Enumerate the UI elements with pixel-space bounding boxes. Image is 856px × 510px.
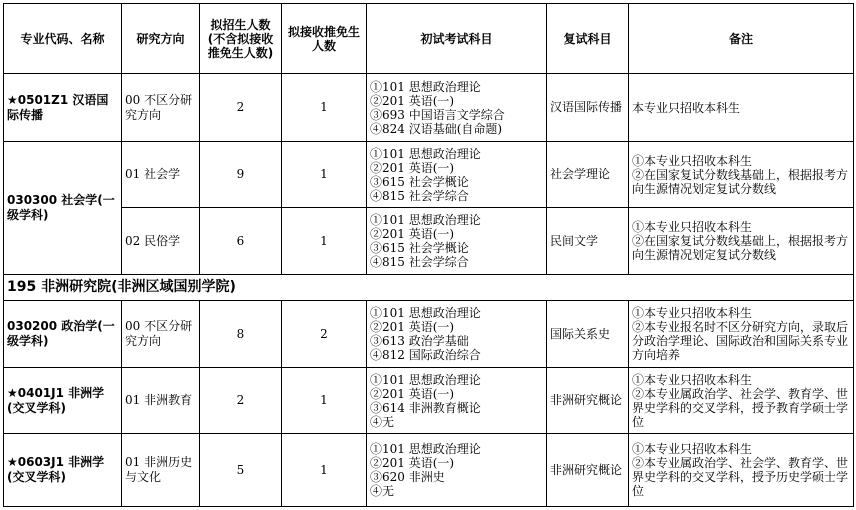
research-direction: 01 非洲教育 xyxy=(122,368,200,434)
planned-count: 5 xyxy=(200,434,282,507)
section-row xyxy=(4,275,854,301)
exempt-count: 1 xyxy=(282,74,367,142)
exam-subjects xyxy=(367,301,547,368)
exempt-count: 1 xyxy=(282,368,367,434)
research-direction: 00 不区分研究方向 xyxy=(122,74,200,142)
exam-subject: ②201 英语(一) xyxy=(370,227,455,241)
exam-subject: ③693 中国语言文学综合 xyxy=(370,107,505,122)
exempt-count: 1 xyxy=(282,208,367,275)
retest-subject: 民间文学 xyxy=(547,208,629,275)
exam-subject: ②201 英语(一) xyxy=(370,93,455,108)
table-row xyxy=(4,208,854,275)
header-retest: 复试科目 xyxy=(547,4,629,74)
planned-count: 9 xyxy=(200,142,282,208)
header-row xyxy=(4,4,854,74)
exam-subject: ③620 非洲史 xyxy=(370,470,445,484)
notes xyxy=(629,142,854,208)
retest-subject: 非洲研究概论 xyxy=(547,368,629,434)
note-item: ②本专业属政治学、社会学、教育学、世界史学科的交叉学科，授予历史学硕士学位 xyxy=(632,456,849,498)
table-row xyxy=(4,74,854,142)
note-item: ①本专业只招收本科生 xyxy=(632,220,753,234)
major-name: ★0501Z1 汉语国际传播 xyxy=(4,74,122,142)
major-name: 030200 政治学(一级学科) xyxy=(4,301,122,368)
exam-subject: ④无 xyxy=(370,414,395,429)
research-direction: 01 社会学 xyxy=(122,142,200,208)
exam-subject: ④824 汉语基础(自命题) xyxy=(370,121,503,136)
exam-subject: ④815 社会学综合 xyxy=(370,255,469,269)
planned-count: 2 xyxy=(200,74,282,142)
major-name: ★0401J1 非洲学(交叉学科) xyxy=(4,368,122,434)
notes xyxy=(629,368,854,434)
notes xyxy=(629,434,854,507)
note-item: ①本专业只招收本科生 xyxy=(632,372,753,387)
retest-subject: 汉语国际传播 xyxy=(547,74,629,142)
note-item: ①本专业只招收本科生 xyxy=(632,442,753,456)
research-direction: 02 民俗学 xyxy=(122,208,200,275)
header-notes: 备注 xyxy=(629,4,854,74)
exam-subjects xyxy=(367,208,547,275)
retest-subject: 国际关系史 xyxy=(547,301,629,368)
exempt-count: 1 xyxy=(282,434,367,507)
planned-count: 6 xyxy=(200,208,282,275)
exam-subjects xyxy=(367,74,547,142)
research-direction: 01 非洲历史与文化 xyxy=(122,434,200,507)
note-item: ②本专业报名时不区分研究方向，录取后分政治学理论、国际政治和国际关系专业方向培养 xyxy=(632,320,849,362)
planned-count: 8 xyxy=(200,301,282,368)
exam-subjects xyxy=(367,368,547,434)
research-direction: 00 不区分研究方向 xyxy=(122,301,200,368)
exam-subject: ④无 xyxy=(370,484,395,498)
exam-subject: ②201 英语(一) xyxy=(370,456,455,470)
planned-count: 2 xyxy=(200,368,282,434)
exam-subject: ②201 英语(一) xyxy=(370,320,455,334)
exam-subject: ①101 思想政治理论 xyxy=(370,372,481,387)
exam-subjects xyxy=(367,142,547,208)
exempt-count: 1 xyxy=(282,142,367,208)
table-row xyxy=(4,301,854,368)
note-item: 本专业只招收本科生 xyxy=(632,100,741,115)
exam-subject: ③615 社会学概论 xyxy=(370,241,469,255)
retest-subject: 社会学理论 xyxy=(547,142,629,208)
header-exempt: 拟接收推免生人数 xyxy=(282,4,367,74)
major-name: 030300 社会学(一级学科) xyxy=(4,142,122,275)
major-name: ★0603J1 非洲学(交叉学科) xyxy=(4,434,122,507)
note-item: ②在国家复试分数线基础上，根据报考方向生源情况划定复试分数线 xyxy=(632,234,849,262)
notes xyxy=(629,301,854,368)
retest-subject: 非洲研究概论 xyxy=(547,434,629,507)
exam-subject: ①101 思想政治理论 xyxy=(370,213,481,227)
exam-subject: ①101 思想政治理论 xyxy=(370,146,481,161)
header-exam: 初试考试科目 xyxy=(367,4,547,74)
header-direction: 研究方向 xyxy=(122,4,200,74)
note-item: ①本专业只招收本科生 xyxy=(632,306,753,320)
header-major: 专业代码、名称 xyxy=(4,4,122,74)
note-item: ②本专业属政治学、社会学、教育学、世界史学科的交叉学科，授予教育学硕士学位 xyxy=(632,386,849,429)
notes xyxy=(629,208,854,275)
note-item: ①本专业只招收本科生 xyxy=(632,153,753,168)
table-row xyxy=(4,434,854,507)
section-title: 195 非洲研究院(非洲区域国别学院) xyxy=(4,275,854,301)
note-item: ②在国家复试分数线基础上，根据报考方向生源情况划定复试分数线 xyxy=(632,167,849,196)
exam-subject: ②201 英语(一) xyxy=(370,160,455,175)
exam-subject: ①101 思想政治理论 xyxy=(370,306,481,320)
exam-subject: ④812 国际政治综合 xyxy=(370,348,481,362)
table-row xyxy=(4,368,854,434)
exam-subject: ②201 英语(一) xyxy=(370,386,455,401)
table-row xyxy=(4,142,854,208)
exam-subject: ③614 非洲教育概论 xyxy=(370,400,481,415)
exam-subject: ③615 社会学概论 xyxy=(370,174,469,189)
exam-subject: ④815 社会学综合 xyxy=(370,188,469,203)
exam-subjects xyxy=(367,434,547,507)
exam-subject: ①101 思想政治理论 xyxy=(370,442,481,456)
exam-subject: ①101 思想政治理论 xyxy=(370,79,481,94)
notes xyxy=(629,74,854,142)
exam-subject: ③613 政治学基础 xyxy=(370,334,469,348)
exempt-count: 2 xyxy=(282,301,367,368)
admissions-table xyxy=(3,3,854,507)
header-planned: 拟招生人数(不含拟接收推免生人数) xyxy=(200,4,282,74)
